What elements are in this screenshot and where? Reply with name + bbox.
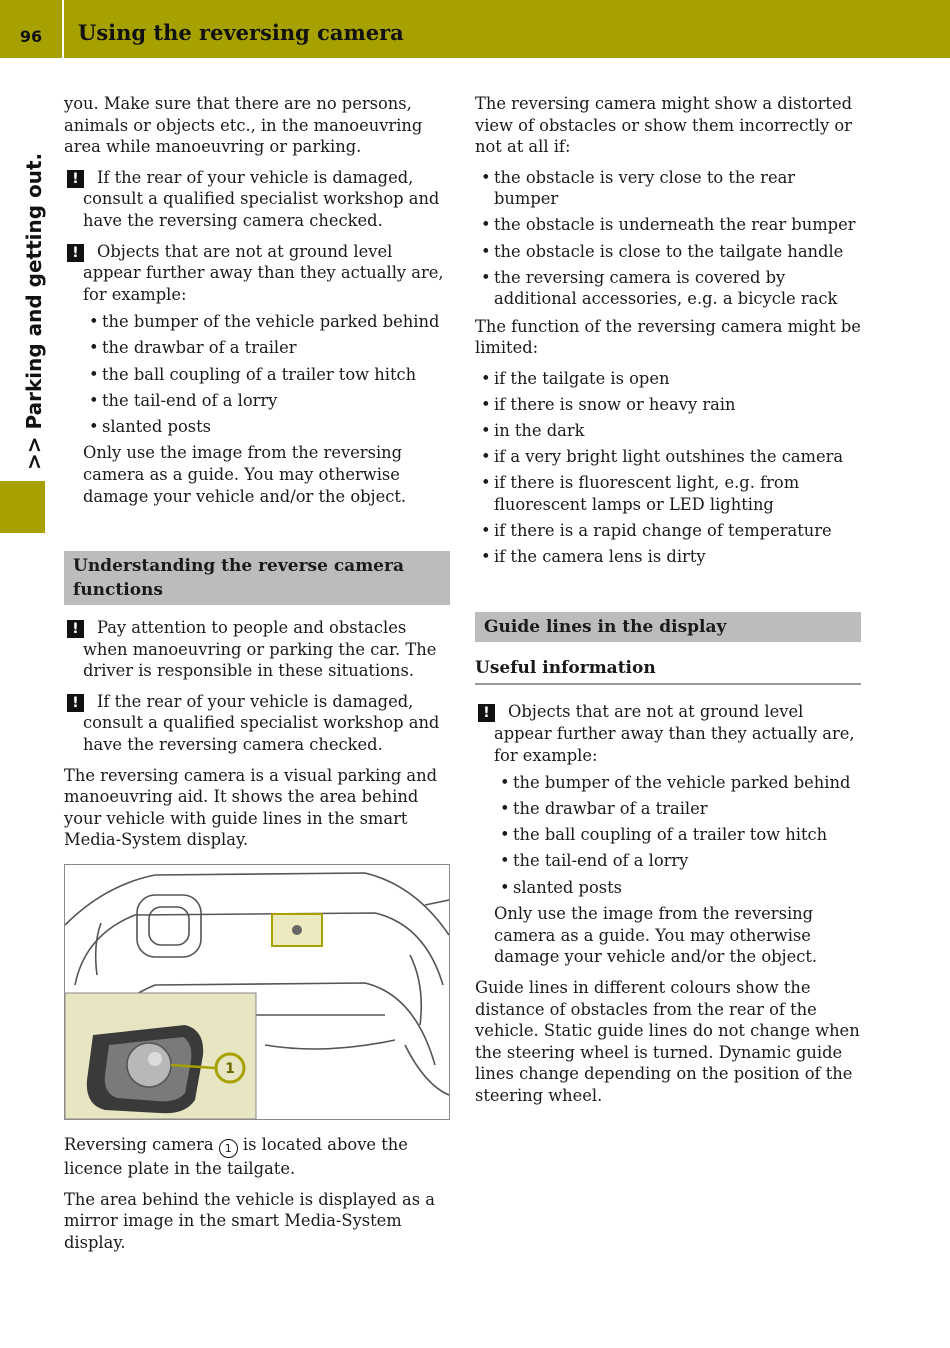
right-column <box>475 93 861 1115</box>
list-item: • the bumper of the vehicle parked behind <box>494 772 861 794</box>
warning-text-1: If the rear of your vehicle is damaged, consult a qualified specialist workshop and have the reversing camera checked. <box>83 167 440 230</box>
page-header <box>0 0 950 58</box>
warning-text-5: Objects that are not at ground level appear further away than they actually are, for example: <box>494 702 855 765</box>
callout-number: 1 <box>225 1061 235 1078</box>
warning-block-4 <box>64 691 450 756</box>
list-item: • if there is fluorescent light, e.g. from fluorescent lamps or LED lighting <box>475 472 861 515</box>
warning-block-1 <box>64 167 450 232</box>
limitation-list <box>475 368 861 568</box>
list-item: • the obstacle is close to the tailgate handle <box>475 241 861 263</box>
header-divider <box>62 0 64 58</box>
figure-caption <box>64 1134 450 1180</box>
list-item: • if the tailgate is open <box>475 368 861 390</box>
list-item: • if there is a rapid change of temperature <box>475 520 861 542</box>
warning-block-2 <box>64 241 450 508</box>
warning-icon: ! <box>67 170 84 188</box>
warning-icon: ! <box>67 244 84 262</box>
warning-2-list <box>83 311 450 437</box>
section-heading-reverse-camera-functions: Understanding the reverse camera functions <box>64 551 450 605</box>
warning-block-5 <box>475 701 861 968</box>
distortion-list <box>475 167 861 310</box>
list-item: • slanted posts <box>494 877 861 899</box>
subheading-useful-information: Useful information <box>475 658 861 686</box>
car-rear-drawing <box>65 865 449 1119</box>
list-item: • the drawbar of a trailer <box>494 798 861 820</box>
guide-lines-description: Guide lines in different colours show the distance of obstacles from the rear of the vehicle. Static guide lines do not change when the steering wheel is turned. Dynamic guide lines change depending on the position of the steering wheel. <box>475 977 860 1105</box>
list-item: • the tail-end of a lorry <box>494 850 861 872</box>
warning-5-list <box>494 772 861 898</box>
page-number: 96 <box>19 27 43 46</box>
warning-text-3: Pay attention to people and obstacles when manoeuvring or parking the car. The driver is responsible in these situations. <box>83 618 437 681</box>
page-title: Using the reversing camera <box>78 20 404 45</box>
warning-text-4: If the rear of your vehicle is damaged, consult a qualified specialist workshop and have the reversing camera checked. <box>83 691 440 755</box>
list-item: • the obstacle is very close to the rear bumper <box>475 167 861 210</box>
sidebar-chapter-marker <box>0 481 45 533</box>
list-item: • the obstacle is underneath the rear bumper <box>475 214 861 236</box>
left-column <box>64 93 450 1262</box>
warning-text-2: Objects that are not at ground level appear further away than they actually are, for example: <box>83 241 444 304</box>
callout-reference: 1 <box>219 1139 238 1158</box>
limited-function-text: The function of the reversing camera might be limited: <box>475 316 861 358</box>
warning-icon: ! <box>478 704 495 722</box>
reversing-camera-illustration <box>64 864 450 1120</box>
warning-icon: ! <box>67 620 84 638</box>
list-item: • the ball coupling of a trailer tow hitch <box>494 824 861 846</box>
warning-block-3 <box>64 617 450 682</box>
list-item: • the drawbar of a trailer <box>83 337 450 359</box>
list-item: • the ball coupling of a trailer tow hitch <box>83 364 450 386</box>
warning-5-after: Only use the image from the reversing camera as a guide. You may otherwise damage your vehicle and/or the object. <box>494 904 818 967</box>
list-item: • the tail-end of a lorry <box>83 390 450 412</box>
list-item: • if the camera lens is dirty <box>475 546 861 568</box>
mirror-image-note: The area behind the vehicle is displayed as a mirror image in the smart Media-System display. <box>64 1189 435 1252</box>
list-item: • slanted posts <box>83 416 450 438</box>
right-intro: The reversing camera might show a distorted view of obstacles or show them incorrectly or not at all if: <box>475 94 853 157</box>
list-item: • the bumper of the vehicle parked behind <box>83 311 450 333</box>
camera-description: The reversing camera is a visual parking and manoeuvring aid. It shows the area behind your vehicle with guide lines in the smart Media-System display. <box>64 765 438 850</box>
list-item: • if there is snow or heavy rain <box>475 394 861 416</box>
list-item: • the reversing camera is covered by additional accessories, e.g. a bicycle rack <box>475 267 861 310</box>
section-heading-guide-lines: Guide lines in the display <box>475 612 861 642</box>
left-intro: you. Make sure that there are no persons, animals or objects etc., in the manoeuvring area while manoeuvring or parking. <box>64 94 423 157</box>
caption-text-a: Reversing camera <box>64 1135 214 1155</box>
list-item: • if a very bright light outshines the camera <box>475 446 861 468</box>
list-item: • in the dark <box>475 420 861 442</box>
warning-2-after: Only use the image from the reversing camera as a guide. You may otherwise damage your vehicle and/or the object. <box>83 443 407 506</box>
caption-text-b: is located above the licence plate in the tailgate. <box>64 1135 408 1179</box>
sidebar-chapter-label: >> Parking and getting out. <box>22 152 46 470</box>
warning-icon: ! <box>67 694 84 712</box>
